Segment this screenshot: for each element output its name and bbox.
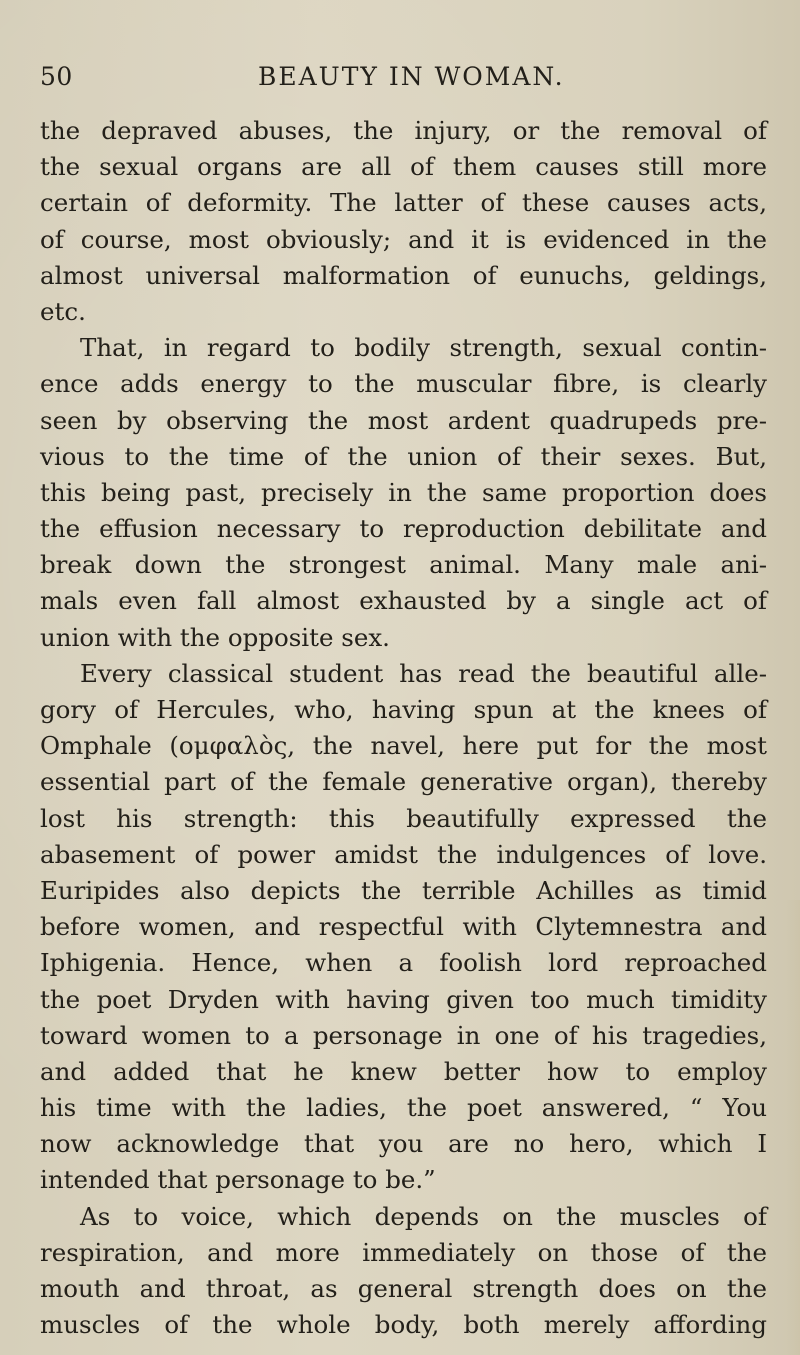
text-line: the poet Dryden with having given too much timidity xyxy=(40,984,767,1014)
text-line: mals even fall almost exhausted by a single act of xyxy=(40,586,767,616)
page-number: 50 xyxy=(40,62,73,91)
text-line: toward women to a personage in one of his tragedies, xyxy=(40,1020,767,1050)
text-line: That, in regard to bodily strength, sexual contin- xyxy=(80,333,767,363)
text-line: Iphigenia. Hence, when a foolish lord reproached xyxy=(40,948,767,978)
text-line: abasement of power amidst the indulgences of love. xyxy=(40,839,767,869)
page-header xyxy=(40,62,770,102)
text-line: essential part of the female generative organ), thereby xyxy=(40,767,767,797)
text-line: As to voice, which depends on the muscles of xyxy=(80,1201,767,1231)
text-line: vious to the time of the union of their sexes. But, xyxy=(40,441,767,471)
text-line: of course, most obviously; and it is evidenced in the xyxy=(40,224,767,254)
text-line: mouth and throat, as general strength does on the xyxy=(40,1274,767,1303)
text-line: lost his strength: this beautifully expressed the xyxy=(40,803,767,833)
text-line: Omphale (ομφαλὸς, the navel, here put for the most xyxy=(40,731,767,761)
text-line: and added that he knew better how to employ xyxy=(40,1056,767,1086)
text-line: ence adds energy to the muscular fibre, is clearly xyxy=(40,369,767,399)
text-line: certain of deformity. The latter of these causes acts, xyxy=(40,188,767,218)
running-head: BEAUTY IN WOMAN. xyxy=(258,62,565,91)
text-line: gory of Hercules, who, having spun at the knees of xyxy=(40,695,767,724)
text-line: the effusion necessary to reproduction debilitate and xyxy=(40,514,767,544)
text-line: almost universal malformation of eunuchs, geldings, xyxy=(40,260,767,290)
page-edge-shadow xyxy=(786,900,800,1355)
text-line: break down the strongest animal. Many male ani- xyxy=(40,550,767,580)
text-line: muscles of the whole body, both merely affording xyxy=(40,1310,767,1340)
text-line: his time with the ladies, the poet answered, “ You xyxy=(40,1093,767,1123)
text-line: this being past, precisely in the same proportion does xyxy=(40,477,767,507)
text-line: now acknowledge that you are no hero, which I xyxy=(40,1129,767,1159)
body-text xyxy=(40,113,767,1343)
text-line: Every classical student has read the beautiful alle- xyxy=(80,658,767,688)
text-line: union with the opposite sex. xyxy=(40,622,390,652)
text-line: before women, and respectful with Clytemnestra and xyxy=(40,912,767,942)
text-line: Euripides also depicts the terrible Achilles as timid xyxy=(40,875,767,905)
text-line: etc. xyxy=(40,296,86,326)
text-line: the depraved abuses, the injury, or the removal of xyxy=(40,116,767,145)
text-line: intended that personage to be.” xyxy=(40,1165,436,1195)
text-line: seen by observing the most ardent quadrupeds pre- xyxy=(40,405,767,435)
text-line: respiration, and more immediately on those of the xyxy=(40,1237,767,1267)
text-line: the sexual organs are all of them causes still more xyxy=(40,152,767,182)
